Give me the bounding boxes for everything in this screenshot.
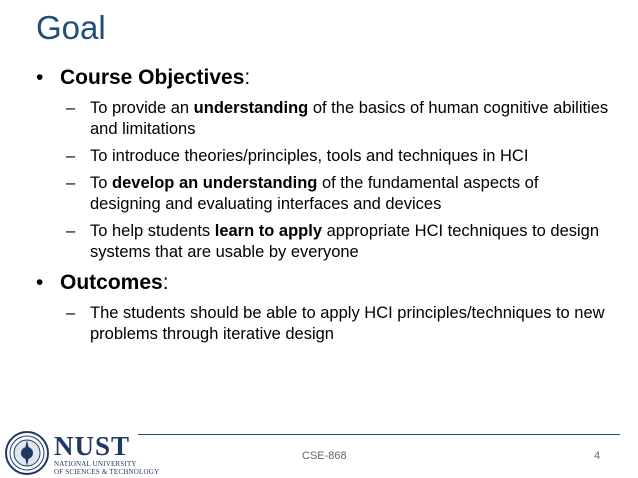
sub-item: – To develop an understanding of the fundamental aspects of designing and evaluating interfaces and devices: [66, 174, 539, 213]
course-code: CSE-868: [302, 450, 347, 462]
sub-item: – To help students learn to apply appropriate HCI techniques to design systems that are usable by everyone: [66, 222, 600, 261]
bullet-course-objectives: • Course Objectives:: [36, 64, 616, 92]
sub-list: [66, 303, 616, 345]
bullet-dot: •: [36, 271, 44, 294]
slide-content: [36, 64, 616, 351]
page-number: 4: [594, 450, 601, 462]
sub-list: [66, 98, 616, 263]
bullet-label: Outcomes: [60, 271, 163, 294]
bullet-label: Course Objectives: [60, 66, 245, 89]
sub-item: – To provide an understanding of the basics of human cognitive abilities and limitations: [66, 99, 609, 138]
bullet-dot: •: [36, 66, 44, 89]
sub-item: – The students should be able to apply HCI principles/techniques to new problems through iterative design: [66, 304, 605, 343]
sub-item: – To introduce theories/principles, tools and techniques in HCI: [66, 147, 529, 165]
nust-logo-text: NUST NATIONAL UNIVERSITY OF SCIENCES & TECHNOLOGY: [54, 431, 160, 476]
bullet-outcomes: • Outcomes:: [36, 269, 616, 297]
slide-title: Goal: [36, 9, 106, 46]
footer-divider: [138, 434, 620, 435]
